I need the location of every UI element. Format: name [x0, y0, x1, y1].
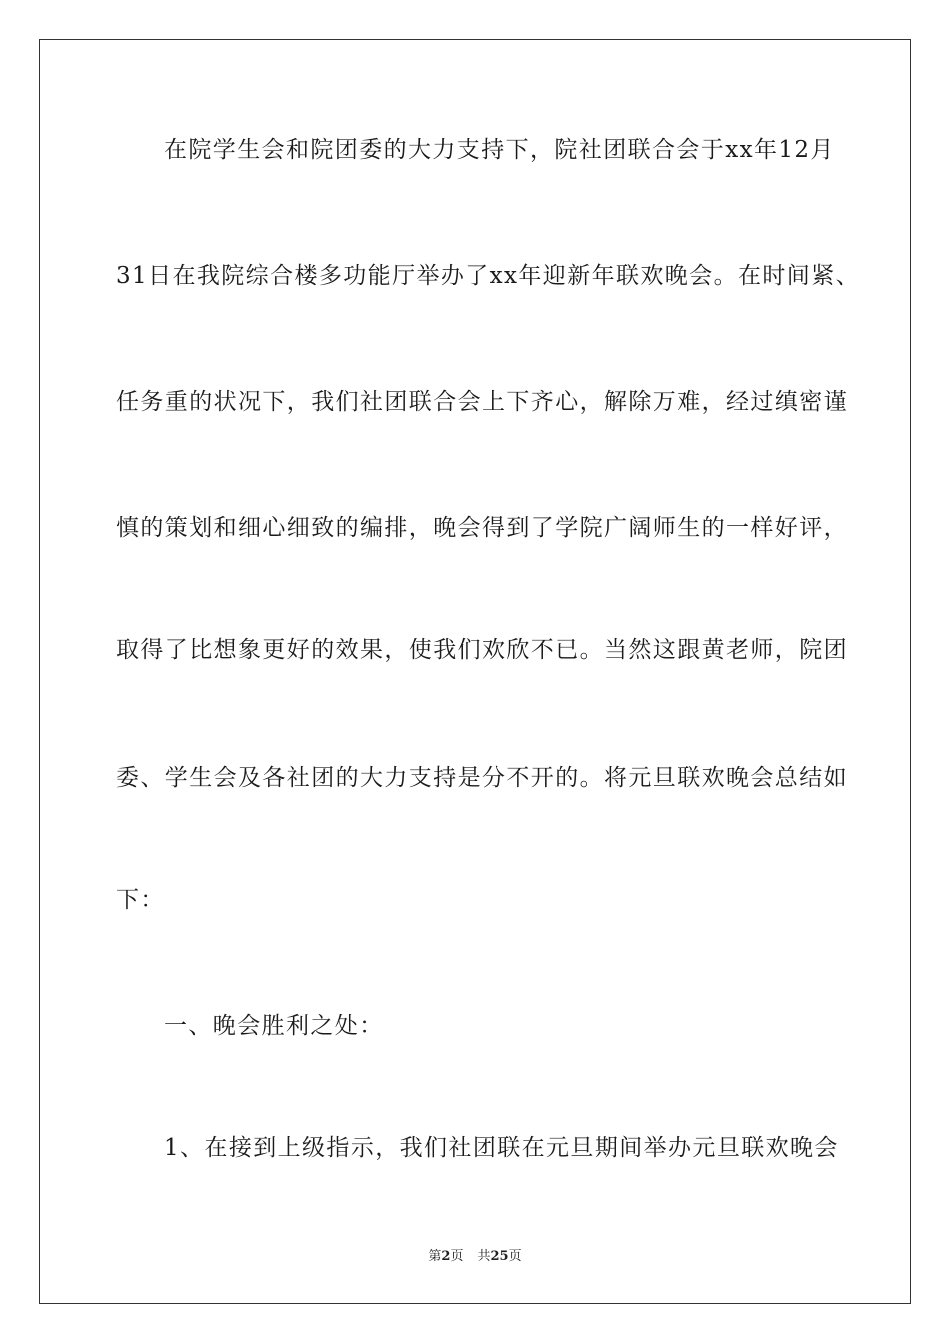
paragraph-line-6: 委、学生会及各社团的大力支持是分不开的。将元旦联欢晚会总结如: [116, 765, 848, 791]
paragraph-line-1: 在院学生会和院团委的大力支持下，院社团联合会于xx年12月: [164, 137, 835, 163]
page-footer: [0, 1248, 950, 1266]
page-number-total: 25: [490, 1249, 509, 1264]
total-label-prefix: 共: [477, 1249, 491, 1264]
total-label-suffix: 页: [508, 1249, 522, 1264]
paragraph-line-5: 取得了比想象更好的效果，使我们欢欣不已。当然这跟黄老师，院团: [116, 637, 848, 663]
paragraph-line-2: 31日在我院综合楼多功能厅举办了xx年迎新年联欢晚会。在时间紧、: [116, 263, 861, 289]
section-heading: 一、晚会胜利之处：: [164, 1013, 384, 1039]
paragraph-line-7: 下：: [116, 887, 165, 913]
page-number-current: 2: [441, 1249, 451, 1264]
page-label-suffix: 页: [450, 1249, 464, 1264]
paragraph-line-4: 慎的策划和细心细致的编排，晚会得到了学院广阔师生的一样好评，: [116, 515, 848, 541]
paragraph-line-3: 任务重的状况下，我们社团联合会上下齐心，解除万难，经过缜密谨: [116, 389, 848, 415]
page-border: [39, 39, 911, 1304]
page-label-prefix: 第: [428, 1249, 442, 1264]
list-item-1: 1、在接到上级指示，我们社团联在元旦期间举办元旦联欢晚会: [164, 1135, 839, 1161]
